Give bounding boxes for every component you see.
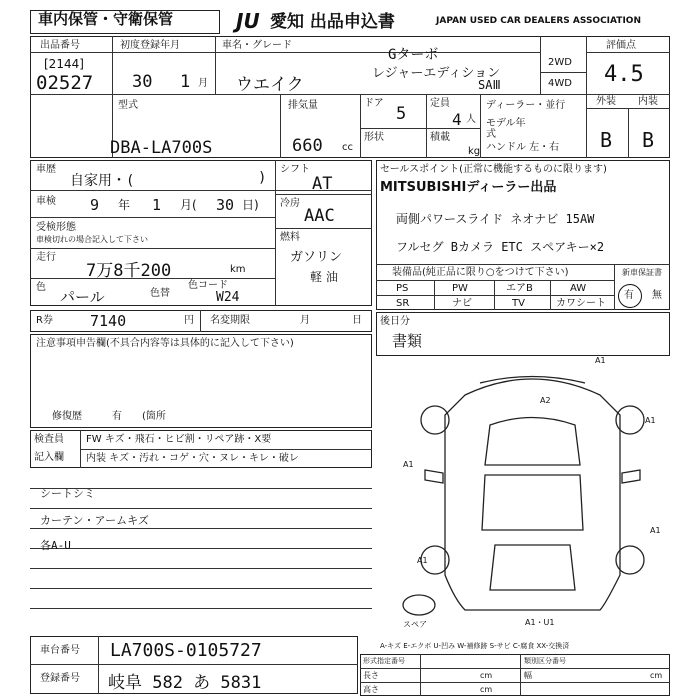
fuel-gasoline: ガソリン [290, 250, 343, 265]
lot-sub-number: [2144] [44, 57, 84, 71]
car-name-label: 車名・グレード [222, 40, 292, 51]
recycle-frame [30, 310, 372, 332]
spare-label: スペア [403, 620, 427, 629]
receive-sub: 車検切れの場合記入して下さい [36, 235, 148, 244]
spec-type-label: 形式指定番号 [363, 657, 405, 665]
shaken-day-unit: 日) [242, 198, 259, 212]
lot-number: 02527 [36, 72, 94, 94]
damage-mark-1: A1 [595, 356, 606, 365]
damage-mark-5: A1 [650, 526, 661, 535]
interior-grade: B [642, 128, 655, 152]
spec-width-unit: cm [650, 671, 663, 680]
damage-legend: A-キズ E-エクボ U-凹み W-補修跡 S-サビ C-腐食 XX-交換済 [380, 642, 570, 650]
name-change-label: 名変期限 [210, 315, 250, 326]
mileage: 7万8千200 [86, 261, 172, 281]
score-label: 評価点 [606, 40, 636, 51]
drive-4wd: 4WD [548, 78, 572, 89]
equip-leather-seat: カワシート [556, 298, 606, 309]
color-code: W24 [216, 290, 240, 305]
after-docs-value: 書類 [392, 332, 423, 350]
sales-label: セールスポイント(正常に機能するものに限ります) [380, 164, 607, 175]
sales-line-2: フルセグ Bカメラ ETC スペアキー×2 [396, 240, 605, 254]
equip-tv: TV [512, 298, 525, 309]
repair-label: 修復歴 [52, 411, 82, 422]
ac: AAC [304, 206, 335, 226]
shaken-year-unit: 年 [118, 198, 131, 212]
first-registration-month-unit: 月 [198, 78, 208, 89]
lot-number-label: 出品番号 [40, 40, 80, 51]
sales-line-1: 両側パワースライド ネオナビ 15AW [396, 212, 595, 226]
after-docs-label: 後日分 [380, 316, 410, 327]
grade-line-2: レジャーエディション [372, 66, 501, 81]
dealer-badge: MITSUBISHIディーラー出品 [380, 180, 557, 195]
inspector-label-1: 検査員 [34, 434, 64, 445]
interior-label: 内装 [638, 96, 658, 107]
color-change-label: 色替 [150, 288, 170, 299]
history-label: 車歴 [36, 164, 56, 175]
score: 4.5 [604, 62, 644, 87]
equip-aw: AW [570, 283, 587, 294]
inspector-note-1: シートシミ [40, 487, 95, 500]
first-registration-label: 初度登録年月 [120, 40, 180, 51]
capacity-label: 定員 [430, 98, 450, 109]
handle-label: ハンドル 左・右 [486, 142, 560, 153]
door-count: 5 [396, 104, 407, 124]
shape-label: 形状 [364, 132, 384, 143]
mileage-unit: km [230, 264, 246, 275]
history-value-close: ) [258, 170, 267, 186]
history-value: 自家用・( [70, 173, 135, 189]
spec-class-label: 類別区分番号 [524, 657, 566, 665]
exterior-grade: B [600, 128, 613, 152]
spec-frame [360, 654, 670, 696]
shaken-month: 1 [152, 196, 162, 214]
fuel-diesel: 軽 油 [310, 270, 338, 284]
equip-airbag: エアB [506, 283, 533, 294]
warranty-yes: 有 [624, 290, 634, 301]
damage-mark-6: A1 [417, 556, 428, 565]
capacity: 4 [452, 110, 462, 129]
equipment-label: 装備品(純正品に限り○をつけて下さい) [392, 267, 569, 278]
load-label: 積載 [430, 132, 450, 143]
color-code-label: 色コード [188, 280, 228, 291]
damage-mark-4: A1 [403, 460, 414, 469]
mileage-label: 走行 [36, 252, 56, 263]
storage-header: 車内保管・守衛保管 [38, 10, 174, 28]
frame-number-label: 車台番号 [40, 645, 80, 656]
damage-mark-7: A1・U1 [525, 618, 555, 627]
inspector-note-2: カーテン・アームキズ [40, 514, 149, 527]
plate-number: 岐阜 582 あ 5831 [108, 673, 262, 693]
notes-label: 注意事項申告欄(不具合内容等は具体的に記入して下さい) [36, 338, 294, 349]
receive-label: 受検形態 [36, 222, 76, 233]
spec-width-label: 幅 [524, 671, 532, 680]
shaken-year: 9 [90, 196, 100, 214]
grade-line-1: Gターボ [388, 47, 439, 63]
inspector-note-3: 各A-U [40, 539, 71, 552]
warranty-no: 無 [652, 290, 662, 301]
shaken-day: 30 [216, 196, 235, 214]
load-unit: kg [468, 146, 481, 157]
recycle-value: 7140 [90, 312, 127, 330]
color: パール [60, 288, 105, 306]
displacement: 660 [292, 136, 323, 156]
shaken-label: 車検 [36, 196, 56, 207]
capacity-unit: 人 [466, 114, 476, 125]
association-name: JAPAN USED CAR DEALERS ASSOCIATION [436, 16, 641, 26]
spec-length-label: 長さ [363, 671, 379, 680]
warranty-circle [618, 284, 642, 308]
shift: AT [312, 174, 333, 194]
model-label: 型式 [118, 100, 138, 111]
first-registration-month: 1 [180, 72, 191, 92]
ju-logo: JU [236, 9, 260, 33]
drive-2wd: 2WD [548, 57, 572, 68]
repair-location: (箇所 [142, 411, 166, 422]
grade-line-3: SAⅢ [478, 78, 501, 92]
equip-ps: PS [396, 283, 409, 294]
warranty-label: 新車保証書 [622, 268, 662, 277]
recycle-unit: 円 [184, 315, 194, 326]
car-name: ウエイク [236, 75, 304, 95]
name-change-month: 月 [300, 315, 310, 326]
plate-number-label: 登録番号 [40, 673, 80, 684]
form-title: 愛知 出品申込書 [270, 12, 395, 32]
recycle-label: R券 [36, 315, 53, 326]
equip-sr: SR [396, 298, 410, 309]
displacement-label: 排気量 [288, 100, 318, 111]
fuel-label: 燃料 [280, 232, 300, 243]
model-code: DBA-LA700S [110, 138, 213, 158]
shift-label: シフト [280, 164, 310, 175]
spec-length-unit: cm [480, 671, 493, 680]
equip-pw: PW [452, 283, 468, 294]
first-registration-year: 30 [132, 72, 153, 92]
displacement-unit: cc [342, 142, 353, 153]
damage-mark-3: A2 [540, 396, 551, 405]
door-label: ドア [364, 98, 384, 109]
damage-mark-2: A1 [645, 416, 656, 425]
model-year-label: モデル年式 [486, 118, 526, 140]
repair-value: 有 [112, 411, 122, 422]
dealer-parallel-label: ディーラー・並行 [486, 100, 566, 111]
spec-height-unit: cm [480, 685, 493, 694]
ac-label: 冷房 [280, 198, 300, 209]
inspector-interior-line: 内装 キズ・汚れ・コゲ・穴・ヌレ・キレ・破レ [86, 453, 299, 464]
car-damage-diagram [395, 355, 670, 635]
color-label: 色 [36, 282, 46, 293]
shaken-month-unit: 月( [180, 198, 197, 212]
equip-navi: ナビ [452, 298, 472, 309]
inspector-label-2: 記入欄 [34, 452, 64, 463]
frame-number: LA700S-0105727 [110, 640, 262, 661]
exterior-label: 外装 [596, 96, 616, 107]
inspector-fw-line: FW キズ・飛石・ヒビ割・リペア跡・X要 [86, 434, 272, 445]
name-change-day: 日 [352, 315, 362, 326]
spec-height-label: 高さ [363, 685, 379, 694]
